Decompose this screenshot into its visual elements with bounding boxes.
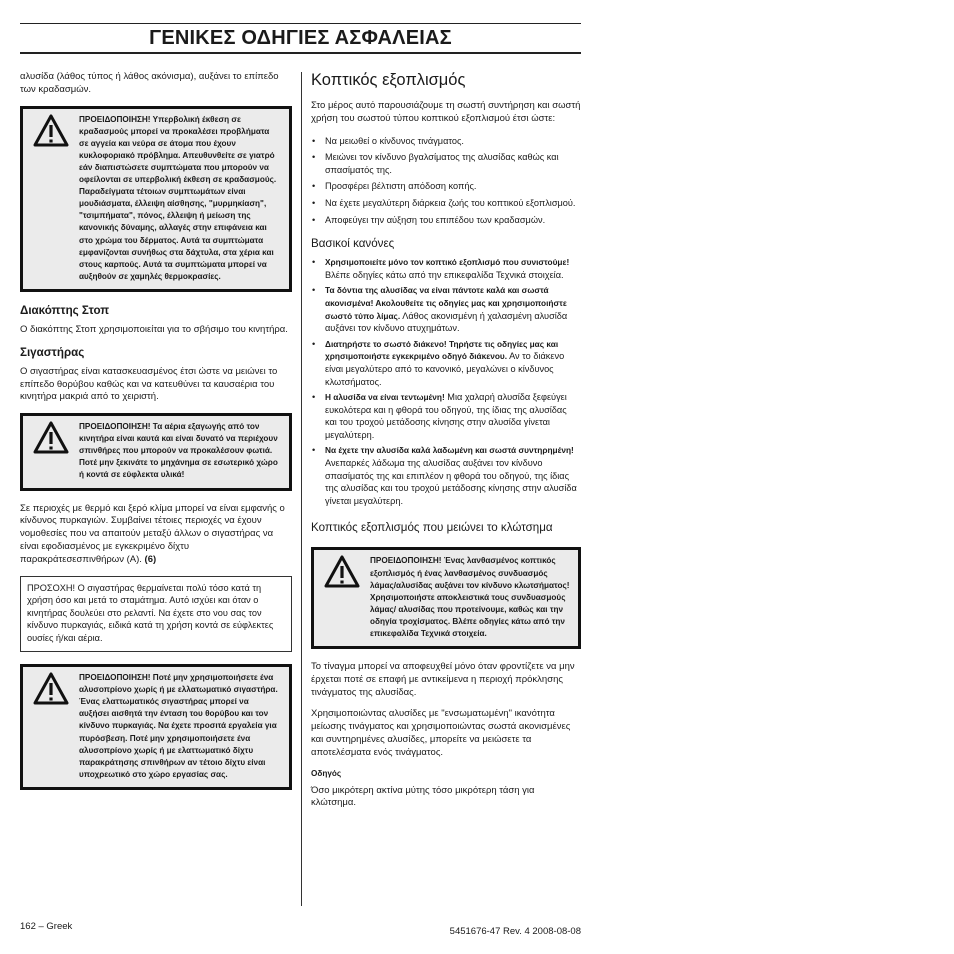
rule-text: Ανεπαρκές λάδωμα της αλυσίδας αυξάνει τον κίνδυνο σπασίματός της και επιπλέον η φθορά του οδηγού, της ίδιας της αλυσίδας και του τροχού μετάδοσης κίνησης στην αλυσίδα γίνεται μεγαλύτερη. (325, 458, 577, 506)
rule-text: Μια χαλαρή αλυσίδα ξεφεύγει ευκολότερα και η φθορά του οδηγού, της ίδιας της αλυσίδας και του τροχού μετάδοσης κίνησης στην αλυσίδα γίνεται μεγαλύτερη. (325, 392, 567, 440)
muffler-text: Ο σιγαστήρας είναι κατασκευασμένος έτσι ώστε να μειώνει το επίπεδο θορύβου καθώς και να κατευθύνει τα καυσαέρια του κινητήρα μακριά από το χειριστή. (20, 365, 278, 403)
warning-text: ΠΡΟΕΙΔΟΠΟΙΗΣΗ! Υπερβολική έκθεση σε κραδασμούς μπορεί να προκαλέσει προβλήματα σε αγγεία και νεύρα σε άτομα που έχουν κυκλοφοριακό πρόβλημα. Απευθυνθείτε σε γιατρό εάν διαπιστώσετε συμπτώματα που μπορούν να οφείλονται σε υπερβολική έκθεση σε κραδασμούς. Παραδείγματα τέτοιων συμπτωμάτων είναι μουδιάσματα, έλλειψη αίσθησης, "μυρμηκίαση", "τσιμπήματα", πόνος, έλλειψη ή μείωση της κανονικής δύναμης, αλλαγές στην επιφάνεια και στο χρώμα του δέρματος. Αυτά τα συμπτώματα εμφανίζονται συνήθως στα δάχτυλα, στα χέρια και στους καρπούς. Αυτά τα συμπτώματα μπορεί να αυξηθούν σε χαμηλές θερμοκρασίες. (79, 114, 277, 281)
climate-text (20, 503, 292, 567)
section-heading: Κοπτικός εξοπλισμός (311, 71, 466, 89)
document-revision: 5451676-47 Rev. 4 2008-08-08 (449, 926, 581, 937)
warning-text: ΠΡΟΕΙΔΟΠΟΙΗΣΗ! Ποτέ μην χρησιμοποιήσετε ένα αλυσοπρίονο χωρίς ή με ελλατωματικό σιγαστήρα. Ένας ελαττωματικός σιγαστήρας μπορεί να αυξήσει αισθητά την ένταση του θορύβου και τον κίνδυνο πυρκαγιάς. Να έχετε προσιτά εργαλεία για πυρόσβεση. Ποτέ μην χρησιμοποιήσετε ένα αλυσοπρίονο χωρίς ή με ελαττωματικό δίχτυ παρακράτησης σπινθήρων αν τέτοιο δίχτυ είναι υποχρεωτικό στο χώρο εργασίας σας. (79, 673, 278, 779)
caution-text: ΠΡΟΣΟΧΗ! Ο σιγαστήρας θερμαίνεται πολύ τόσο κατά τη χρήση όσο και μετά το σταμάτημα. Αυτό ισχύει και όταν ο κινητήρας δουλεύει στο ρελαντί. Να έχετε στο νου σας τον κίνδυνο πυρκαγιάς, ειδικά κατά τη χρήση κοντά σε εύφλεκτες ουσίες ή/και αέρια. (27, 582, 274, 643)
cutting-intro: Στο μέρος αυτό παρουσιάζουμε τη σωστή συντήρηση και σωστή χρήση του σωστού τύπου κοπτικού εξοπλισμού έτσι ώστε: (311, 100, 581, 124)
list-item (311, 284, 581, 334)
kickback-paragraph-1: Το τίναγμα μπορεί να αποφευχθεί μόνο όταν φροντίζετε να μην έρχεται ποτέ σε επαφή με αντικείμενα η περιοχή πρόκλησης τινάγματος της αλυσίδας. (311, 661, 575, 698)
list-item: • Μειώνει τον κίνδυνο βγαλσίματος της αλυσίδας καθώς και σπασίματός της. (311, 151, 581, 176)
list-item (311, 338, 581, 388)
muffler-heading: Σιγαστήρας (20, 345, 85, 359)
climate-body: Σε περιοχές με θερμό και ξερό κλίμα μπορεί να είναι εμφανής ο κίνδυνος πυρκαγιών. Συμβαίνει τέτοιες περιοχές να έχουν νομοθεσίες που να απαιτούν μεταξύ άλλων ο σιγαστήρας να είναι εφοδιασμένος με εγκεκριμένο δίχτυ παρακράτεσεσπινθήρων (A). (20, 502, 285, 565)
page-number: 162 – Greek (20, 921, 73, 932)
warning-box-kickback (311, 547, 581, 649)
guide-heading: Οδηγός (311, 768, 342, 778)
purpose-list (311, 135, 581, 227)
warning-icon (314, 550, 370, 646)
warning-text: ΠΡΟΕΙΔΟΠΟΙΗΣΗ! Τα αέρια εξαγωγής από τον κινητήρα είναι καυτά και είναι δυνατό να περιέχουν σπινθήρες που μπορούν να προκαλέσουν φωτιά. Ποτέ μην ξεκινάτε το μηχάνημα σε εσωτερικό χώρο ή κοντά σε εύφλεκτα υλικά! (79, 422, 278, 480)
intro-text: αλυσίδα (λάθος τύπος ή λάθος ακόνισμα), αυξάνει το επίπεδο των κραδασμών. (20, 71, 279, 95)
rule-text: Βλέπε οδηγίες κάτω από την επικεφαλίδα Τεχνικά στοιχεία. (325, 269, 564, 280)
warning-box-vibration (20, 106, 292, 292)
column-separator (301, 72, 302, 906)
header-top-rule (20, 23, 581, 24)
warning-box-exhaust (20, 413, 292, 490)
warning-box-muffler (20, 664, 292, 790)
basic-rules-heading: Βασικοί κανόνες (311, 237, 395, 251)
stop-switch-heading: Διακόπτης Στοπ (20, 303, 110, 317)
warning-icon (23, 109, 79, 289)
figure-ref: (6) (144, 553, 157, 565)
list-item: • Να μειωθεί ο κίνδυνος τινάγματος. (311, 135, 581, 148)
list-item (311, 256, 581, 281)
list-item: • Αποφεύγει την αύξηση του επιπέδου των κραδασμών. (311, 214, 581, 227)
rule-lead: Τα δόντια της αλυσίδας να είναι πάντοτε καλά και σωστά ακονισμένα! Ακολουθείτε τις οδηγίες μας και χρησιμοποιήστε σωστό τύπο λίμας. (325, 285, 567, 321)
rule-lead: Να έχετε την αλυσίδα καλά λαδωμένη και σωστά συντηρημένη! (325, 445, 574, 456)
right-column (311, 71, 581, 810)
kickback-heading: Κοπτικός εξοπλισμός που μειώνει το κλώτσημα (311, 521, 553, 535)
rule-lead: Χρησιμοποιείτε μόνο τον κοπτικό εξοπλισμό που συνιστούμε! (325, 257, 570, 268)
stop-switch-text: Ο διακόπτης Στοπ χρησιμοποιείται για το σβήσιμο του κινητήρα. (20, 323, 288, 335)
warning-icon (23, 667, 79, 787)
guide-text: Όσο μικρότερη ακτίνα μύτης τόσο μικρότερη τάση για κλώτσημα. (311, 784, 535, 809)
rule-lead: Η αλυσίδα να είναι τεντωμένη! (325, 392, 445, 403)
left-column (20, 71, 292, 802)
list-item: • Να έχετε μεγαλύτερη διάρκεια ζωής του κοπτικού εξοπλισμού. (311, 197, 581, 210)
page-title: ΓΕΝΙΚΕΣ ΟΔΗΓΙΕΣ ΑΣΦΑΛΕΙΑΣ (149, 27, 452, 49)
caution-box (20, 576, 292, 653)
rule-text: Αν το διάκενο είναι μεγαλύτερο από το κανονικό, μεγαλώνει ο κίνδυνος κλωτσήματος. (325, 351, 565, 387)
kickback-paragraph-2: Χρησιμοποιώντας αλυσίδες με "ενσωματωμένη" ικανότητα μείωσης τινάγματος και χρησιμοποιώντας σωστά ακονισμένες και συντηρημένες αλυσίδες, μπορείτε να μειώσετε τα αποτελέσματα ενός τινάγματος. (311, 708, 571, 758)
rules-list (311, 256, 581, 507)
warning-text: ΠΡΟΕΙΔΟΠΟΙΗΣΗ! Ένας λανθασμένος κοπτικός εξοπλισμός ή ένας λανθασμένος συνδυασμός λάμας/αλυσίδας αυξάνει τον κίνδυνο κλωτσήματος! Χρησιμοποιήστε αποκλειστικά τους συνδυασμούς λάμας/ αλυσίδας που προτείνουμε, καθώς και την οδηγία τροχίσματος. Βλέπε οδηγίες κάτω από την επικεφαλίδα Τεχνικά στοιχεία. (370, 556, 570, 638)
warning-icon (23, 416, 79, 487)
rule-lead: Διατηρήστε το σωστό διάκενο! Τηρήστε τις οδηγίες μας και χρησιμοποιήστε εγκεκριμένο οδηγό διάκενου. (325, 338, 559, 362)
rule-text: Λάθος ακονισμένη ή χαλασμένη αλυσίδα αυξάνει τον κίνδυνο ατυχημάτων. (325, 310, 568, 334)
list-item (311, 391, 581, 441)
list-item (311, 444, 581, 507)
header-bottom-rule (20, 52, 581, 54)
list-item: • Προσφέρει βέλτιστη απόδοση κοπής. (311, 180, 581, 193)
